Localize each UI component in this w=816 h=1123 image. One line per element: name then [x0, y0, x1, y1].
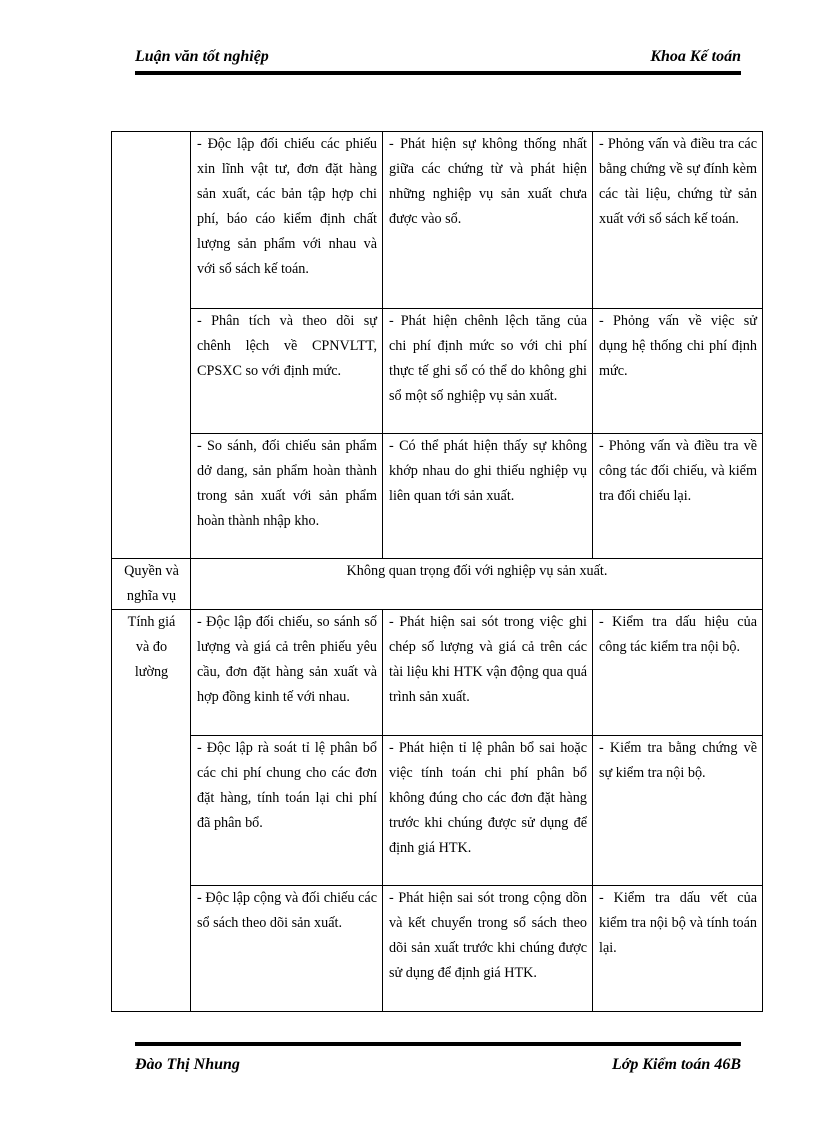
table-row: [112, 736, 763, 886]
table-cell-test: - Phỏng vấn về việc sử dụng hệ thống chi phí định mức.: [593, 309, 763, 434]
table-cell-test: - Kiểm tra bằng chứng về sự kiểm tra nội bộ.: [593, 736, 763, 886]
table-cell-test: - Phỏng vấn và điều tra các bằng chứng về sự đính kèm các tài liệu, chứng từ sản xuất với sổ sách kế toán.: [593, 132, 763, 309]
page-footer: [135, 1056, 741, 1076]
table-row: [112, 610, 763, 736]
footer-rule: [135, 1042, 741, 1046]
table-cell-control: - Độc lập cộng và đối chiếu các sổ sách theo dõi sản xuất.: [191, 886, 383, 1012]
table-row: [112, 886, 763, 1012]
table-cell-control: - Độc lập đối chiếu các phiếu xin lĩnh vật tư, đơn đặt hàng sản xuất, các bản tập hợp chi phí, báo cáo kiểm định chất lượng sản phẩm với nhau và với sổ sách kế toán.: [191, 132, 383, 309]
table-cell-control: - Độc lập đối chiếu, so sánh số lượng và giá cả trên phiếu yêu cầu, đơn đặt hàng sản xuất và hợp đồng kinh tế với nhau.: [191, 610, 383, 736]
header-faculty: Khoa Kế toán: [650, 48, 741, 65]
table-cell-purpose: - Phát hiện chênh lệch tăng của chi phí định mức so với chi phí thực tế ghi sổ có thể do không ghi sổ một số nghiệp vụ sản xuất.: [383, 309, 593, 434]
table-cell-purpose: - Phát hiện sai sót trong cộng dồn và kết chuyển trong sổ sách theo dõi sản xuất trước khi chúng được sử dụng để định giá HTK.: [383, 886, 593, 1012]
table-cell-test: - Phỏng vấn và điều tra về công tác đối chiếu, và kiểm tra đối chiếu lại.: [593, 434, 763, 559]
header-rule: [135, 71, 741, 75]
objective-line: lường: [134, 664, 169, 680]
table-cell-control: - Độc lập rà soát tỉ lệ phân bổ các chi phí chung cho các đơn đặt hàng, tính toán lại chi phí đã phân bổ.: [191, 736, 383, 886]
objective-line: Quyền và: [124, 563, 179, 579]
table-cell-objective: [112, 610, 191, 1012]
table-cell-objective: [112, 132, 191, 559]
page-header: [135, 48, 741, 68]
table-cell-control: - Phân tích và theo dõi sự chênh lệch về CPNVLTT, CPSXC so với định mức.: [191, 309, 383, 434]
table-cell-purpose: - Phát hiện sự không thống nhất giữa các chứng từ và phát hiện những nghiệp vụ sản xuất chưa được vào sổ.: [383, 132, 593, 309]
table-cell-purpose: - Phát hiện sai sót trong việc ghi chép số lượng và giá cả trên các tài liệu khi HTK vận động qua quá trình sản xuất.: [383, 610, 593, 736]
objective-line: và đo: [135, 639, 168, 655]
table-cell-purpose: - Có thể phát hiện thấy sự không khớp nhau do ghi thiếu nghiệp vụ liên quan tới sản xuất.: [383, 434, 593, 559]
header-thesis-title: Luận văn tốt nghiệp: [135, 48, 269, 65]
table-row: [112, 434, 763, 559]
table-cell-purpose: - Phát hiện tỉ lệ phân bổ sai hoặc việc tính toán chi phí phân bổ không đúng cho các đơn đặt hàng trước khi chúng được sử dụng để định giá HTK.: [383, 736, 593, 886]
table-cell-objective: [112, 559, 191, 610]
table-row: [112, 309, 763, 434]
audit-procedures-table: [111, 131, 763, 1012]
footer-class: Lớp Kiểm toán 46B: [611, 1056, 741, 1073]
footer-author: Đào Thị Nhung: [135, 1056, 240, 1073]
objective-line: Tính giá: [127, 614, 176, 630]
table-cell-test: - Kiểm tra dấu vết của kiểm tra nội bộ và tính toán lại.: [593, 886, 763, 1012]
table-cell-test: - Kiểm tra dấu hiệu của công tác kiểm tra nội bộ.: [593, 610, 763, 736]
table-cell-control: - So sánh, đối chiếu sản phẩm dở dang, sản phẩm hoàn thành trong sản xuất với sản phẩm hoàn thành nhập kho.: [191, 434, 383, 559]
objective-line: nghĩa vụ: [126, 588, 177, 604]
table-cell-merged-note: Không quan trọng đối với nghiệp vụ sản xuất.: [191, 559, 763, 610]
table-row: [112, 132, 763, 309]
table-row: [112, 559, 763, 610]
